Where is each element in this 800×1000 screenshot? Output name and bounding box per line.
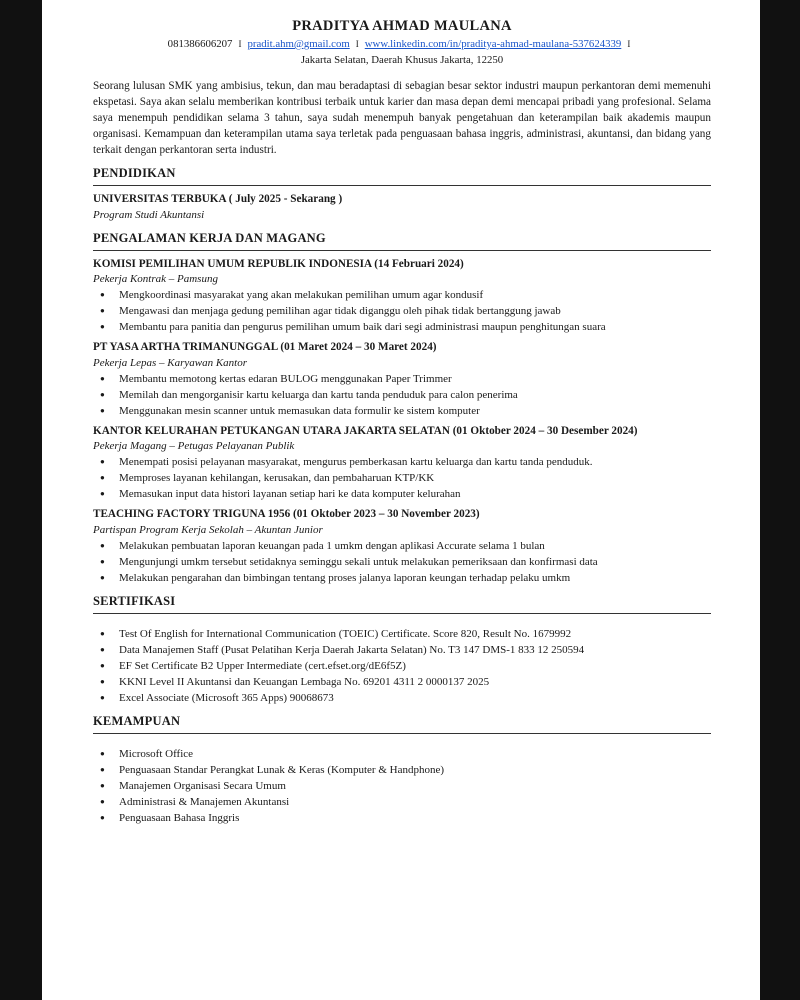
- employer-title: PT YASA ARTHA TRIMANUNGGAL (01 Maret 2024 – 30 Maret 2024): [93, 341, 437, 353]
- section-title: KEMAMPUAN: [93, 712, 711, 734]
- list-item: ● Administrasi & Manajemen Akuntansi: [119, 794, 711, 810]
- address: Jakarta Selatan, Daerah Khusus Jakarta, 12250: [300, 54, 504, 66]
- section-title: PENDIDIKAN: [93, 164, 711, 186]
- list-item: ● Mengkoordinasi masyarakat yang akan melakukan pemilihan umum agar kondusif: [119, 287, 711, 303]
- experience-section: [93, 229, 711, 586]
- experience-entry: [93, 257, 711, 336]
- institution-name: UNIVERSITAS TERBUKA ( July 2025 - Sekarang ): [93, 193, 343, 205]
- job-role: Pekerja Kontrak – Pamsung: [93, 273, 218, 285]
- list-item: ● Mengawasi dan menjaga gedung pemilihan agar tidak diganggu oleh pihak tidak bertanggung jawab: [119, 303, 711, 319]
- job-role: Partispan Program Kerja Sekolah – Akuntan Junior: [93, 523, 323, 536]
- resume-page: [42, 0, 760, 1000]
- summary-paragraph: Seorang lulusan SMK yang ambisius, tekun, dan mau beradaptasi di sebagian besar sektor industri maupun perkantoran demi memenuhi ekspetasi. Saya akan selalu memberikan kontribusi terbaik untuk karier dan masa depan demi mencapai pribadi yang profesional. Selama saya menempuh pendidikan selama 3 tahun, saya sudah menempuh banyak pengetahuan dan keterampilan baik akademis maupun organisasi. Kemampuan dan keterampilan utama saya terletak pada penguasaan bahasa inggris, administrasi, akuntansi, dan bidang yang terkait dengan perkantoran serta industri.: [93, 80, 711, 156]
- list-item: ● Manajemen Organisasi Secara Umum: [119, 778, 711, 794]
- study-program: Program Studi Akuntansi: [93, 208, 205, 221]
- linkedin-link[interactable]: www.linkedin.com/in/praditya-ahmad-maulana-537624339: [364, 38, 622, 50]
- experience-entry: [93, 424, 711, 503]
- duties-list: [93, 287, 711, 335]
- list-item: ● EF Set Certificate B2 Upper Intermediate (cert.efset.org/dE6f5Z): [119, 658, 711, 674]
- employer-title: TEACHING FACTORY TRIGUNA 1956 (01 Oktober 2023 – 30 November 2023): [93, 508, 480, 520]
- list-item: ● Memasukan input data histori layanan setiap hari ke data komputer kelurahan: [119, 486, 711, 502]
- list-item: ● Membantu para panitia dan pengurus pemilihan umum baik dari segi administrasi maupun penghitungan suara: [119, 319, 711, 335]
- list-item: ● Menggunakan mesin scanner untuk memasukan data formulir ke sistem komputer: [119, 403, 711, 419]
- resume-content: [93, 14, 711, 826]
- duties-list: [93, 538, 711, 586]
- list-item: ● Data Manajemen Staff (Pusat Pelatihan Kerja Daerah Jakarta Selatan) No. T3 147 DMS-1 833 12 250594: [119, 642, 711, 658]
- list-item: ● Memilah dan mengorganisir kartu keluarga dan kartu tanda penduduk para calon penerima: [119, 387, 711, 403]
- separator: I: [355, 39, 359, 49]
- list-item: ● Membantu memotong kertas edaran BULOG menggunakan Paper Trimmer: [119, 371, 711, 387]
- contact-line: [93, 36, 711, 52]
- list-item: ● Microsoft Office: [119, 746, 711, 762]
- phone-number: 081386606207: [167, 38, 233, 50]
- list-item: ● Memproses layanan kehilangan, kerusakan, dan pembaharuan KTP/KK: [119, 470, 711, 486]
- email-link[interactable]: pradit.ahm@gmail.com: [247, 38, 350, 50]
- experience-entry: [93, 507, 711, 586]
- list-item: ● Melakukan pengarahan dan bimbingan tentang proses jalanya laporan keungan terhadap pelaku umkm: [119, 570, 711, 586]
- list-item: ● KKNI Level II Akuntansi dan Keuangan Lembaga No. 69201 4311 2 0000137 2025: [119, 674, 711, 690]
- list-item: ● Menempati posisi pelayanan masyarakat, mengurus pemberkasan kartu keluarga dan kartu tanda penduduk.: [119, 454, 711, 470]
- separator: I: [627, 39, 631, 49]
- employer-title: KOMISI PEMILIHAN UMUM REPUBLIK INDONESIA (14 Februari 2024): [93, 257, 464, 270]
- section-title: SERTIFIKASI: [93, 592, 711, 614]
- education-entry: [93, 192, 711, 223]
- skills-section: [93, 712, 711, 826]
- list-item: ● Test Of English for International Communication (TOEIC) Certificate. Score 820, Result No. 1679992: [119, 626, 711, 642]
- certification-section: [93, 592, 711, 706]
- list-item: ● Mengunjungi umkm tersebut setidaknya seminggu sekali untuk melakukan pemeriksaan dan konfirmasi data: [119, 554, 711, 570]
- education-section: [93, 164, 711, 223]
- list-item: ● Melakukan pembuatan laporan keuangan pada 1 umkm dengan aplikasi Accurate selama 1 bulan: [119, 538, 711, 554]
- job-role: Pekerja Lepas – Karyawan Kantor: [93, 356, 247, 369]
- certification-list: [93, 620, 711, 706]
- separator: I: [238, 39, 242, 49]
- duties-list: [93, 454, 711, 502]
- job-role: Pekerja Magang – Petugas Pelayanan Publik: [93, 440, 295, 452]
- list-item: ● Penguasaan Standar Perangkat Lunak & Keras (Komputer & Handphone): [119, 762, 711, 778]
- duties-list: [93, 371, 711, 419]
- section-title: PENGALAMAN KERJA DAN MAGANG: [93, 229, 711, 251]
- experience-entry: [93, 340, 711, 419]
- candidate-name: PRADITYA AHMAD MAULANA: [292, 18, 512, 34]
- list-item: ● Excel Associate (Microsoft 365 Apps) 90068673: [119, 690, 711, 706]
- skills-list: [93, 740, 711, 826]
- employer-title: KANTOR KELURAHAN PETUKANGAN UTARA JAKARTA SELATAN (01 Oktober 2024 – 30 Desember 2024): [93, 424, 638, 437]
- list-item: ● Penguasaan Bahasa Inggris: [119, 810, 711, 826]
